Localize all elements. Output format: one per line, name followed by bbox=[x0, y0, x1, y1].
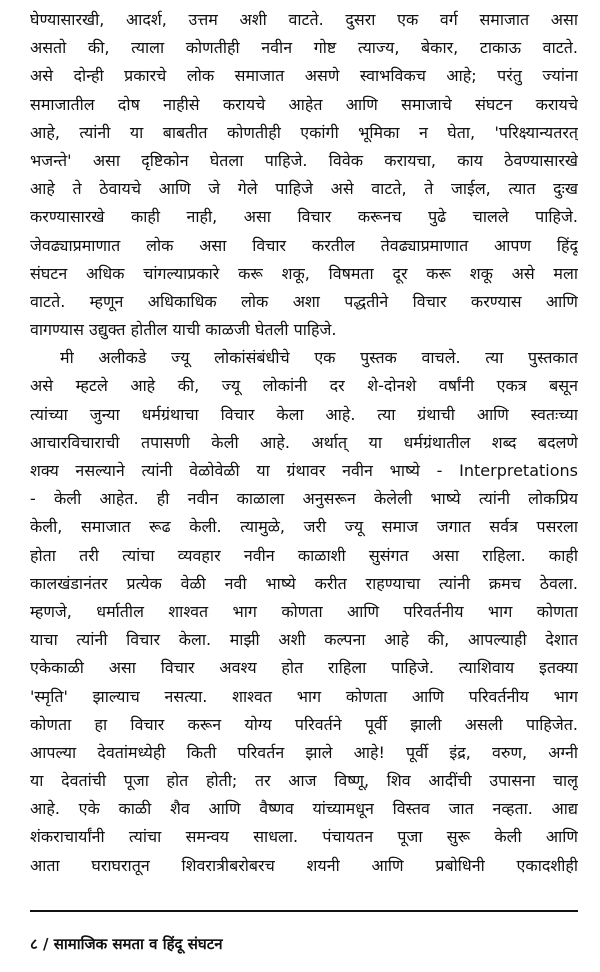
text-line: कालखंडानंतर प्रत्येक वेळी नवी भाष्ये करीत राहण्याचा त्यांनी क्रमच ठेवला. bbox=[30, 573, 578, 593]
paragraph-end-line: वागण्यास उद्युक्त होतील याची काळजी घेतली पाहिजे. bbox=[30, 320, 337, 340]
text-line: असतो की, त्याला कोणतीही नवीन गोष्ट त्याज्य, बेकार, टाकाऊ वाटते. bbox=[30, 38, 578, 58]
text-line: एकेकाळी असा विचार अवश्य होत राहिला पाहिजे. त्याशिवाय इतक्या bbox=[30, 658, 578, 678]
text-line: समाजातील दोष नाहीसे करायचे आहेत आणि समाजाचे संघटन करायचे bbox=[30, 94, 578, 114]
footer-divider bbox=[30, 910, 578, 912]
text-line: या देवतांची पूजा होत होती; तर आज विष्णू, शिव आदींची उपासना चालू bbox=[30, 771, 578, 791]
page-footer: ८ / सामाजिक समता व हिंदू संघटन bbox=[30, 935, 223, 953]
text-line: आता घराघरातून शिवरात्रीबरोबरच शयनी आणि प्रबोधिनी एकादशीही bbox=[30, 855, 578, 875]
text-line: शक्य नसल्याने त्यांनी वेळोवेळी या ग्रंथावर नवीन भाष्ये - Interpretations bbox=[30, 461, 578, 480]
body-text bbox=[30, 6, 578, 880]
text-line: घेण्यासारखी, आदर्श, उत्तम अशी वाटते. दुसरा एक वर्ग समाजात असा bbox=[30, 10, 578, 29]
text-line: आपल्या देवतांमध्येही किती परिवर्तन झाले आहे! पूर्वी इंद्र, वरुण, अग्नी bbox=[30, 742, 578, 762]
text-line: याचा त्यांनी विचार केला. माझी अशी कल्पना आहे की, आपल्याही देशात bbox=[30, 630, 578, 650]
text-line: आचारविचाराची तपासणी केली आहे. अर्थात् या धर्मग्रंथातील शब्द बदलणे bbox=[30, 432, 578, 452]
text-line: आहे ते ठेवायचे आणि जे गेले पाहिजे असे वाटते, ते जाईल, त्यात दुःख bbox=[30, 179, 578, 199]
text-line: भजन्ते' असा दृष्टिकोन घेतला पाहिजे. विवेक करायचा, काय ठेवण्यासारखे bbox=[30, 150, 578, 170]
text-line: - केली आहेत. ही नवीन काळाला अनुसरून केलेली भाष्ये त्यांनी लोकप्रिय bbox=[30, 489, 578, 509]
paragraph-start-line: मी अलीकडे ज्यू लोकांसंबंधीचे एक पुस्तक वाचले. त्या पुस्तकात bbox=[60, 348, 578, 368]
text-line: आहे, त्यांनी या बाबतीत कोणतीही एकांगी भूमिका न घेता, 'परिक्ष्यान्यतरत् bbox=[30, 122, 578, 142]
text-line: करण्यासारखे काही नाही, असा विचार करूनच पुढे चालले पाहिजे. bbox=[30, 207, 578, 227]
text-line: वाटते. म्हणून अधिकाधिक लोक अशा पद्धतीने विचार करण्यास आणि bbox=[30, 291, 578, 311]
text-line: केली, समाजात रूढ केली. त्यामुळे, जरी ज्यू समाज जगात सर्वत्र पसरला bbox=[30, 517, 578, 537]
text-line: असे म्हटले आहे की, ज्यू लोकांनी दर शे-दोनशे वर्षांनी एकत्र बसून bbox=[30, 376, 578, 396]
text-line: होता तरी त्यांचा व्यवहार नवीन काळाशी सुसंगत असा राहिला. काही bbox=[30, 545, 578, 565]
text-line: शंकराचार्यांनी त्यांचा समन्वय साधला. पंचायतन पूजा सुरू केली आणि bbox=[30, 827, 578, 847]
text-line: 'स्मृति' झाल्याच नसत्या. शाश्वत भाग कोणता आणि परिवर्तनीय भाग bbox=[30, 686, 578, 706]
text-line: कोणता हा विचार करून योग्य परिवर्तने पूर्वी झाली असली पाहिजेत. bbox=[30, 714, 578, 734]
text-line: संघटन अधिक चांगल्याप्रकारे करू शकू, विषमता दूर करू शकू असे मला bbox=[30, 263, 578, 283]
text-line: म्हणजे, धर्मातील शाश्वत भाग कोणता आणि परिवर्तनीय भाग कोणता bbox=[30, 601, 578, 621]
text-line: आहे. एके काळी शैव आणि वैष्णव यांच्यामधून विस्तव जात नव्हता. आद्य bbox=[30, 799, 578, 819]
text-line: असे दोन्ही प्रकारचे लोक समाजात असणे स्वाभविकच आहे; परंतु ज्यांना bbox=[30, 66, 578, 86]
text-line: त्यांच्या जुन्या धर्मग्रंथाचा विचार केला आहे. त्या ग्रंथाची आणि स्वतःच्या bbox=[30, 404, 578, 424]
text-line: जेवढ्याप्रमाणात लोक असा विचार करतील तेवढ्याप्रमाणात आपण हिंदू bbox=[30, 235, 578, 255]
